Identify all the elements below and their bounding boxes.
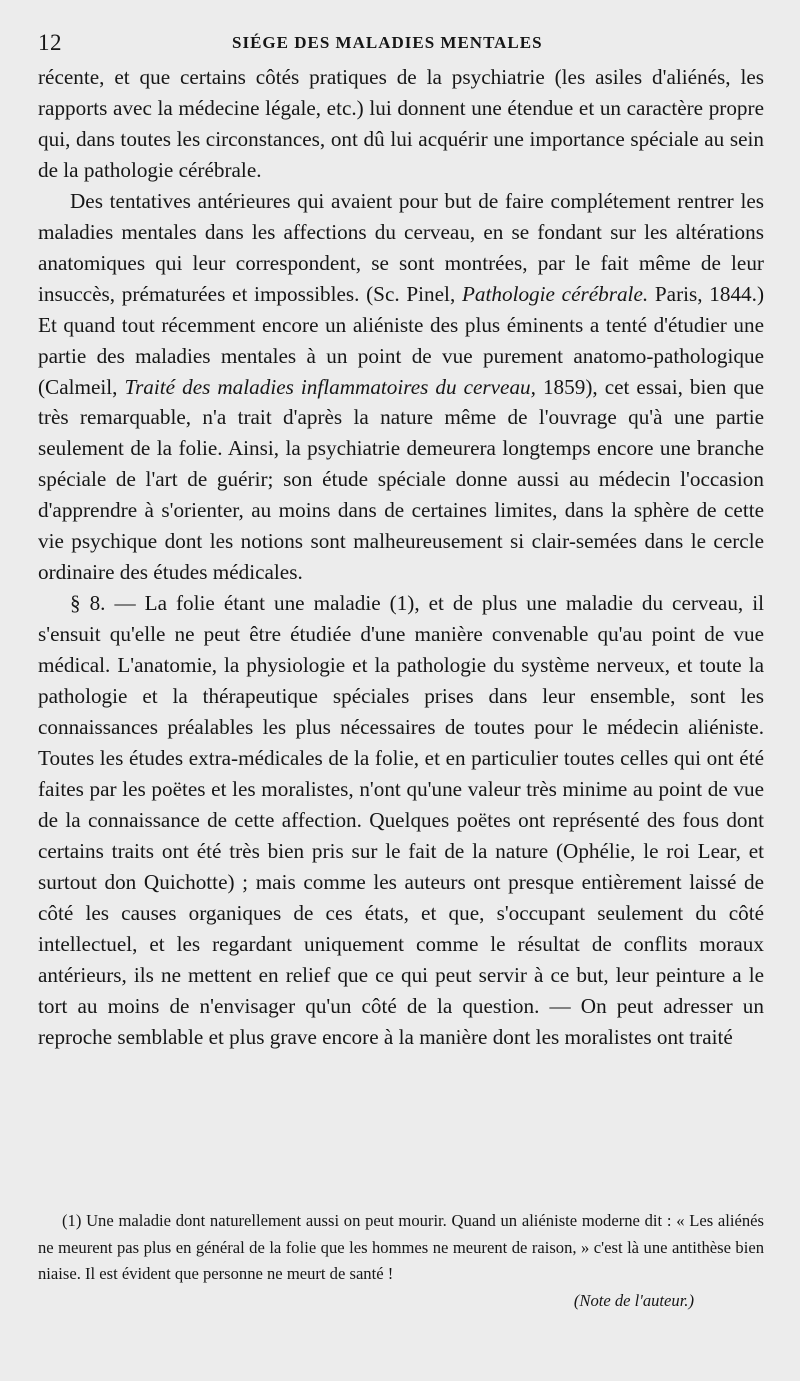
page-header bbox=[38, 30, 764, 62]
paragraph-2-part-c: 1859), cet essai, bien que très remarquable, n'a trait d'après la nature même de l'ouvrage qu'à une partie seulement de la folie. Ainsi, la psychiatrie demeurera longtemps encore une branche spéciale de l'art de guérir; son étude spéciale donne aussi au médecin l'occasion d'apprendre à s'orienter, au moins dans de certaines limites, dans la sphère de cette vie psychique dont les notions sont malheureusement si clair-semées dans le cercle ordinaire des études médicales. bbox=[38, 374, 764, 585]
running-head: SIÉGE DES MALADIES MENTALES bbox=[232, 33, 543, 52]
footnote-1: (1) Une maladie dont naturellement aussi on peut mourir. Quand un aliéniste moderne dit : « Les aliénés ne meurent pas plus en général de la folie que les hommes ne meurent de raison, » c'est là une antithèse bien niaise. Il est évident que personne ne meurt de santé ! bbox=[38, 1211, 764, 1283]
paragraph-2-part-a: Des tentatives antérieures qui avaient pour but de faire complétement rentrer les maladies mentales dans les affections du cerveau, en se fondant sur les altérations anatomiques qui leur correspondent, se sont montrées, par le fait même de leur insuccès, prématurées et impossibles. (Sc. Pinel, bbox=[38, 188, 764, 306]
page-number: 12 bbox=[38, 30, 62, 55]
citation-title-pinel: Pathologie cérébrale. bbox=[461, 281, 649, 306]
footnote-credit: (Note de l'auteur.) bbox=[573, 1290, 694, 1310]
paragraph-1: récente, et que certains côtés pratiques de la psychiatrie (les asiles d'aliénés, les rapports avec la médecine légale, etc.) lui donnent une étendue et un caractère propre qui, dans toutes les circonstances, ont dû lui acquérir une importance spéciale au sein de la pathologie cérébrale. bbox=[38, 65, 764, 182]
paragraph-2 bbox=[38, 186, 764, 588]
footnotes bbox=[38, 1208, 764, 1314]
main-text bbox=[38, 62, 764, 1053]
paragraph-2-part-b: Paris, 1844.) Et quand tout récemment encore un aliéniste des plus éminents a tenté d'étudier une partie des maladies mentales à un point de vue purement anatomo-pathologique (Calmeil, bbox=[38, 281, 764, 399]
paragraph-3-section-8: § 8. — La folie étant une maladie (1), et de plus une maladie du cerveau, il s'ensuit qu'elle ne peut être étudiée d'une manière convenable qu'au point de vue médical. L'anatomie, la physiologie et la pathologie du système nerveux, et toute la pathologie et la thérapeutique spéciales prises dans leur ensemble, sont les connaissances préalables les plus nécessaires de toutes pour le médecin aliéniste. Toutes les études extra-médicales de la folie, et en particulier toutes celles qui ont été faites par les poëtes et les moralistes, n'ont qu'une valeur très minime au point de vue de la connaissance de cette affection. Quelques poëtes ont représenté des fous dont certains traits ont été très bien pris sur le fait de la nature (Ophélie, le roi Lear, et surtout don Quichotte) ; mais comme les auteurs ont presque entièrement laissé de côté les causes organiques de ces états, et que, s'occupant seulement du côté intellectuel, et les regardant uniquement comme le résultat de conflits moraux antérieurs, ils ne mettent en relief que ce qui peut servir à ce but, leur peinture a le tort au moins de n'envisager qu'un côté de la question. — On peut adresser un reproche semblable et plus grave encore à la manière dont les moralistes ont traité bbox=[38, 591, 764, 1049]
citation-title-calmeil: Traité des maladies inflammatoires du cerveau, bbox=[124, 374, 536, 399]
